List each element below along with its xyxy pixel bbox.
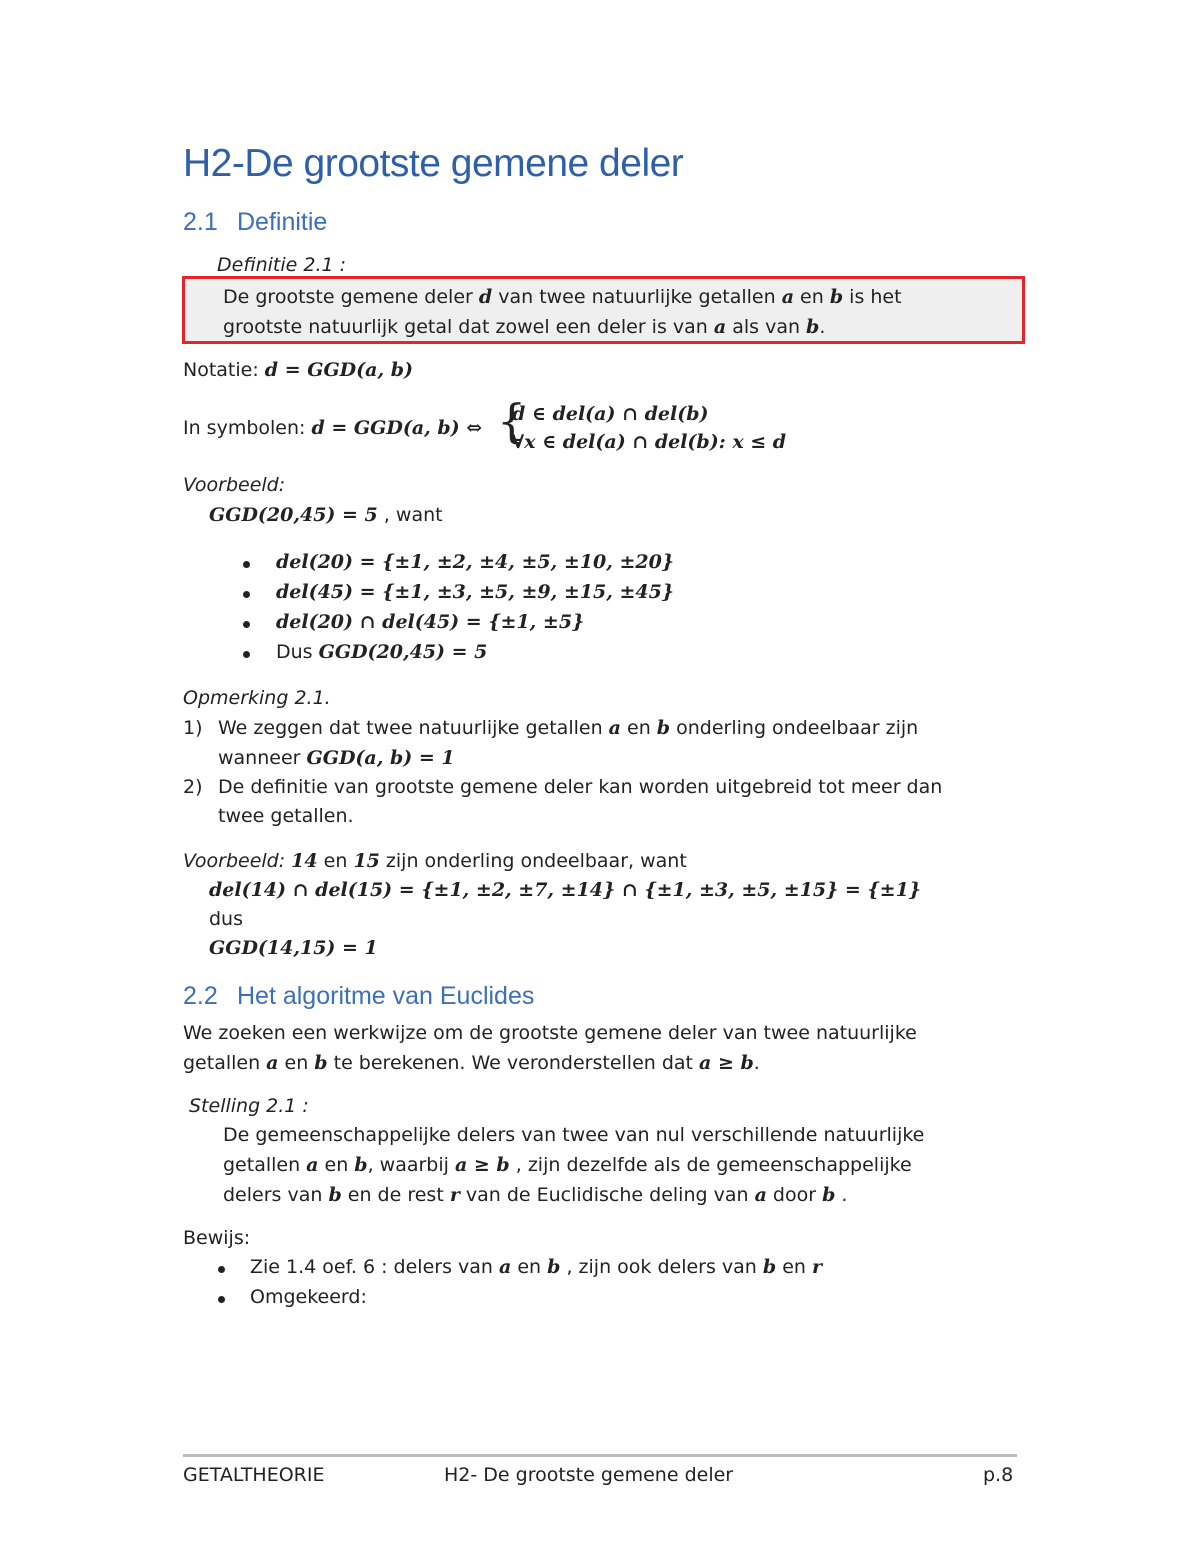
symbolen-row-2: ∀x ∈ del(a) ∩ del(b): x ≤ d <box>512 431 787 453</box>
list-item: Dus GGD(20,45) = 5 <box>276 641 488 663</box>
voorbeeld-2-dus: dus <box>209 908 244 930</box>
intro-line-2: getallen a en b te berekenen. We veronderstellen dat a ≥ b. <box>183 1052 760 1074</box>
bullet-icon <box>243 651 250 658</box>
section-heading-definitie <box>183 208 327 237</box>
voorbeeld-2-result: GGD(14,15) = 1 <box>209 937 378 959</box>
voorbeeld-2: Voorbeeld: 14 en 15 zijn onderling ondeelbaar, want <box>183 850 687 872</box>
list-item: del(45) = {±1, ±3, ±5, ±9, ±15, ±45} <box>276 581 675 603</box>
symbolen: In symbolen: d = GGD(a, b) ⇔ <box>183 417 483 439</box>
footer-left: GETALTHEORIE <box>183 1464 325 1486</box>
bullet-icon <box>218 1296 225 1303</box>
definition-line-1: De grootste gemene deler d van twee natuurlijke getallen a en b is het <box>223 286 902 308</box>
opmerking-item-2-number: 2) <box>183 776 203 798</box>
list-item: del(20) ∩ del(45) = {±1, ±5} <box>276 611 585 633</box>
bullet-icon <box>243 591 250 598</box>
footer-center: H2- De grootste gemene deler <box>444 1464 734 1486</box>
section-heading-euclides <box>183 982 534 1011</box>
opmerking-item-1: We zeggen dat twee natuurlijke getallen a en b onderling ondeelbaar zijn <box>218 717 919 739</box>
section-title: Definitie <box>237 208 328 236</box>
opmerking-item-2-line-2: twee getallen. <box>218 805 354 827</box>
bewijs-item-2: Omgekeerd: <box>250 1286 367 1308</box>
section-number: 2.2 <box>183 982 218 1010</box>
bullet-icon <box>218 1266 225 1273</box>
voorbeeld-2-formula: del(14) ∩ del(15) = {±1, ±2, ±7, ±14} ∩ {±1, ±3, ±5, ±15} = {±1} <box>209 879 922 901</box>
bewijs-item-1: Zie 1.4 oef. 6 : delers van a en b , zijn ook delers van b en r <box>250 1256 823 1278</box>
definition-label: Definitie 2.1 : <box>217 254 347 276</box>
footer-divider <box>183 1454 1017 1457</box>
intro-line-1: We zoeken een werkwijze om de grootste gemene deler van twee natuurlijke <box>183 1022 917 1044</box>
symbolen-row-1: d ∈ del(a) ∩ del(b) <box>512 403 709 425</box>
list-item: del(20) = {±1, ±2, ±4, ±5, ±10, ±20} <box>276 551 675 573</box>
definition-box <box>182 276 1025 344</box>
stelling-label: Stelling 2.1 : <box>189 1095 309 1117</box>
opmerking-item-2: De definitie van grootste gemene deler kan worden uitgebreid tot meer dan <box>218 776 943 798</box>
stelling-line-1: De gemeenschappelijke delers van twee van nul verschillende natuurlijke <box>223 1124 925 1146</box>
section-number: 2.1 <box>183 208 218 236</box>
opmerking-item-1-line-2: wanneer GGD(a, b) = 1 <box>218 747 455 769</box>
page-heading: H2-De grootste gemene deler <box>183 142 684 185</box>
stelling-line-3: delers van b en de rest r van de Euclidische deling van a door b . <box>223 1184 848 1206</box>
definition-line-2: grootste natuurlijk getal dat zowel een deler is van a als van b. <box>223 316 826 338</box>
bullet-icon <box>243 621 250 628</box>
bewijs-label: Bewijs: <box>183 1227 251 1249</box>
opmerking-item-1-number: 1) <box>183 717 203 739</box>
notatie-formula: d = GGD(a, b) <box>264 359 413 381</box>
voorbeeld-formula: GGD(20,45) = 5 , want <box>209 504 443 526</box>
section-title: Het algoritme van Euclides <box>237 982 535 1010</box>
stelling-line-2: getallen a en b, waarbij a ≥ b , zijn dezelfde als de gemeenschappelijke <box>223 1154 912 1176</box>
bullet-icon <box>243 561 250 568</box>
voorbeeld-label: Voorbeeld: <box>183 474 286 496</box>
symbolen-formula: d = GGD(a, b) ⇔ <box>311 417 483 439</box>
notatie: Notatie: d = GGD(a, b) <box>183 359 413 381</box>
footer-page-number: p.8 <box>983 1464 1014 1486</box>
opmerking-label: Opmerking 2.1. <box>183 687 331 709</box>
brace-symbol: { <box>497 394 527 448</box>
